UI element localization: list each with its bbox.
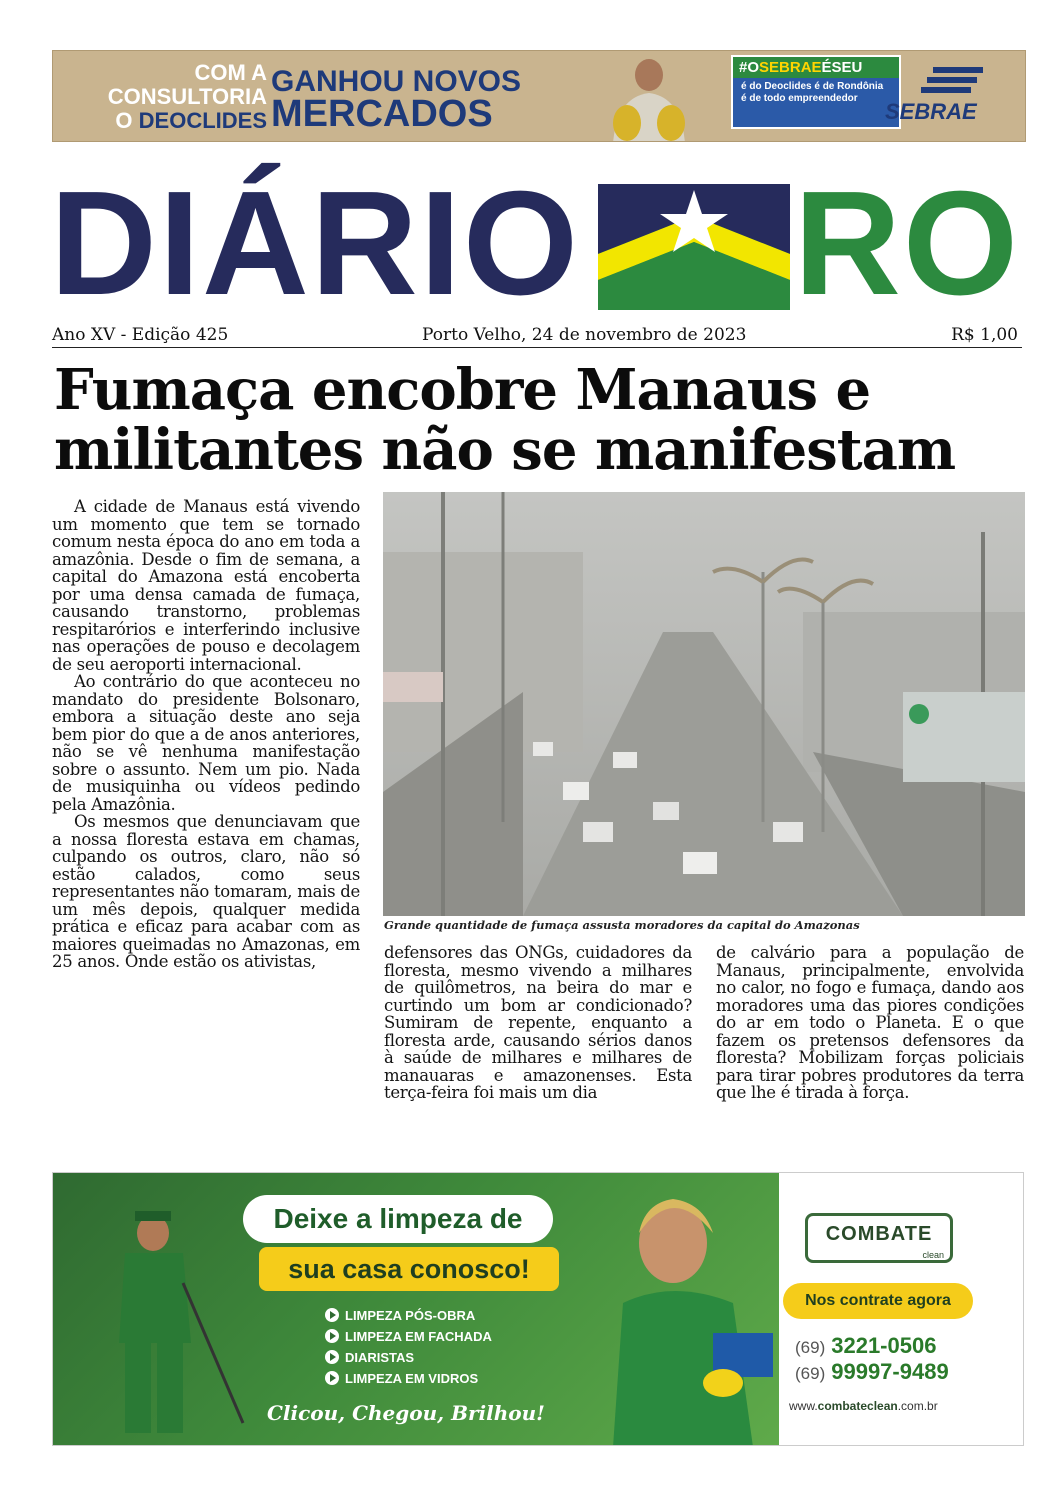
service-label: DIARISTAS [345, 1350, 415, 1365]
article-headline: Fumaça encobre Manaus e militantes não se manifestam [54, 357, 956, 483]
ad-website-link[interactable] [789, 1399, 938, 1413]
ad-cta-button[interactable]: Nos contrate agora [783, 1283, 973, 1319]
ad-cleaner-woman-image [593, 1183, 783, 1446]
sebrae-logo [881, 65, 991, 125]
ad-line-1: COM A [194, 60, 267, 85]
service-label: LIMPEZA EM VIDROS [345, 1371, 479, 1386]
article-paragraph: Os mesmos que denunciavam que a nossa floresta estava em chamas, culpando os outros, claro, não só estão calados, como seus representantes não tomaram, mais de um mês depois, qualquer medida prática e eficaz para acabar com as maiores queimadas no Amazonas, em 25 anos. Onde estão os ativistas, [52, 812, 360, 971]
ad-services-list [325, 1305, 492, 1389]
service-item [325, 1347, 492, 1368]
ad-headline-1: GANHOU NOVOS [271, 65, 522, 98]
article-column-2 [384, 944, 692, 1102]
play-bullet-icon [325, 1350, 339, 1364]
ad-farmer-image [593, 53, 703, 142]
ad-headline [271, 65, 522, 135]
ad-phone-1[interactable] [795, 1333, 936, 1359]
rondonia-flag-icon [598, 184, 790, 310]
masthead-diario: DIÁRIO [50, 161, 580, 326]
ad-line-3-name: DEOCLIDES [138, 108, 267, 133]
site-suffix: .com.br [897, 1399, 938, 1413]
edition-line [52, 324, 1022, 348]
sebrae-wordmark: SEBRAE [885, 99, 977, 124]
ad-line-3 [87, 109, 267, 133]
ad-headline-2: MERCADOS [271, 93, 493, 135]
article-column-1 [52, 498, 360, 971]
ad-hashtag-box [731, 55, 901, 129]
brand-name: COMBATE [825, 1223, 933, 1245]
service-label: LIMPEZA PÓS-OBRA [345, 1308, 476, 1323]
ad-headline-line-1: Deixe a limpeza de [243, 1195, 553, 1243]
masthead[interactable] [50, 161, 1025, 326]
ad-headline-ribbon [243, 1195, 563, 1289]
edition-date: Porto Velho, 24 de novembro de 2023 [422, 325, 747, 345]
ad-line-2: CONSULTORIA [107, 84, 267, 109]
edition-issue: Ano XV - Edição 425 [52, 325, 229, 345]
masthead-ro: RO [794, 161, 1020, 326]
service-item [325, 1305, 492, 1326]
ad-line-3-prefix: O [115, 108, 139, 133]
play-bullet-icon [325, 1371, 339, 1385]
phone-ddd: (69) [795, 1364, 826, 1383]
site-prefix: www. [789, 1399, 818, 1413]
ad-consultoria-text [87, 61, 267, 133]
phone-number: 3221-0506 [831, 1333, 937, 1358]
ad-hashtag-text: é do Deoclides é de Rondônia é de todo empreendedor [741, 81, 884, 104]
ad-hashtag-suffix: ÉSEU [821, 59, 863, 76]
article-column-3 [716, 944, 1024, 1102]
ad-worker-image [73, 1193, 253, 1443]
phone-ddd: (69) [795, 1338, 826, 1357]
service-item [325, 1326, 492, 1347]
play-bullet-icon [325, 1308, 339, 1322]
ad-phone-2[interactable] [795, 1359, 949, 1385]
article-paragraph: A cidade de Manaus está vivendo um momento que tem se tornado comum nesta época do ano em toda a amazônia. Desde o fim de semana, a capital do Amazona está encoberta por uma densa camada de fumaça, causando transtorno, problemas respitarórios e interferindo inclusive nas operações de pouso e decolagem de seu aeroporti internacional. [52, 497, 360, 674]
photo-caption: Grande quantidade de fumaça assusta moradores da capital do Amazonas [384, 918, 860, 932]
play-bullet-icon [325, 1329, 339, 1343]
service-item [325, 1368, 492, 1389]
bottom-advertisement[interactable] [52, 1172, 1024, 1446]
article-paragraph: de calvário para a população de Manaus, principalmente, envolvida no calor, no fogo e fumaça, dando aos moradores uma das piores condições do ar em todo o Planeta. E o que fazem os pretensos defensores da floresta? Mobilizam forças policiais para tirar pobres produtores da terra que lhe é tirada à força. [716, 943, 1024, 1102]
top-advertisement[interactable] [52, 50, 1026, 142]
site-name: combateclean [817, 1399, 898, 1413]
ad-slogan: Clicou, Chegou, Brilhou! [267, 1401, 545, 1425]
combate-clean-logo [805, 1213, 953, 1263]
smoky-street-image [383, 492, 1025, 916]
phone-number: 99997-9489 [831, 1359, 949, 1384]
edition-price: R$ 1,00 [951, 325, 1018, 345]
ad-hashtag [733, 57, 899, 78]
ad-headline-line-2: sua casa conosco! [259, 1247, 559, 1291]
brand-sub: clean [922, 1250, 944, 1260]
article-paragraph: defensores das ONGs, cuidadores da floresta, mesmo vivendo a milhares de quilômetros, na beira do mar e curtindo um bom ar condicionado? Sumiram de repente, enquanto a floresta arde, causando sérios danos à saúde de milhares e milhares de manauaras e amazonenses. Esta terça-feira foi mais um dia [384, 943, 692, 1102]
article-paragraph: Ao contrário do que aconteceu no mandato do presidente Bolsonaro, embora a situação deste ano seja bem pior do que a de anos anteriores, não se vê nenhuma manifestação sobre o assunto. Nem um pio. Nada de musiquinha ou vídeos pedindo pela Amazônia. [52, 672, 360, 814]
ad-hashtag-highlight: SEBRAE [759, 59, 822, 76]
ad-hashtag-prefix: #O [739, 59, 760, 76]
service-label: LIMPEZA EM FACHADA [345, 1329, 492, 1344]
article-photo [383, 492, 1025, 916]
